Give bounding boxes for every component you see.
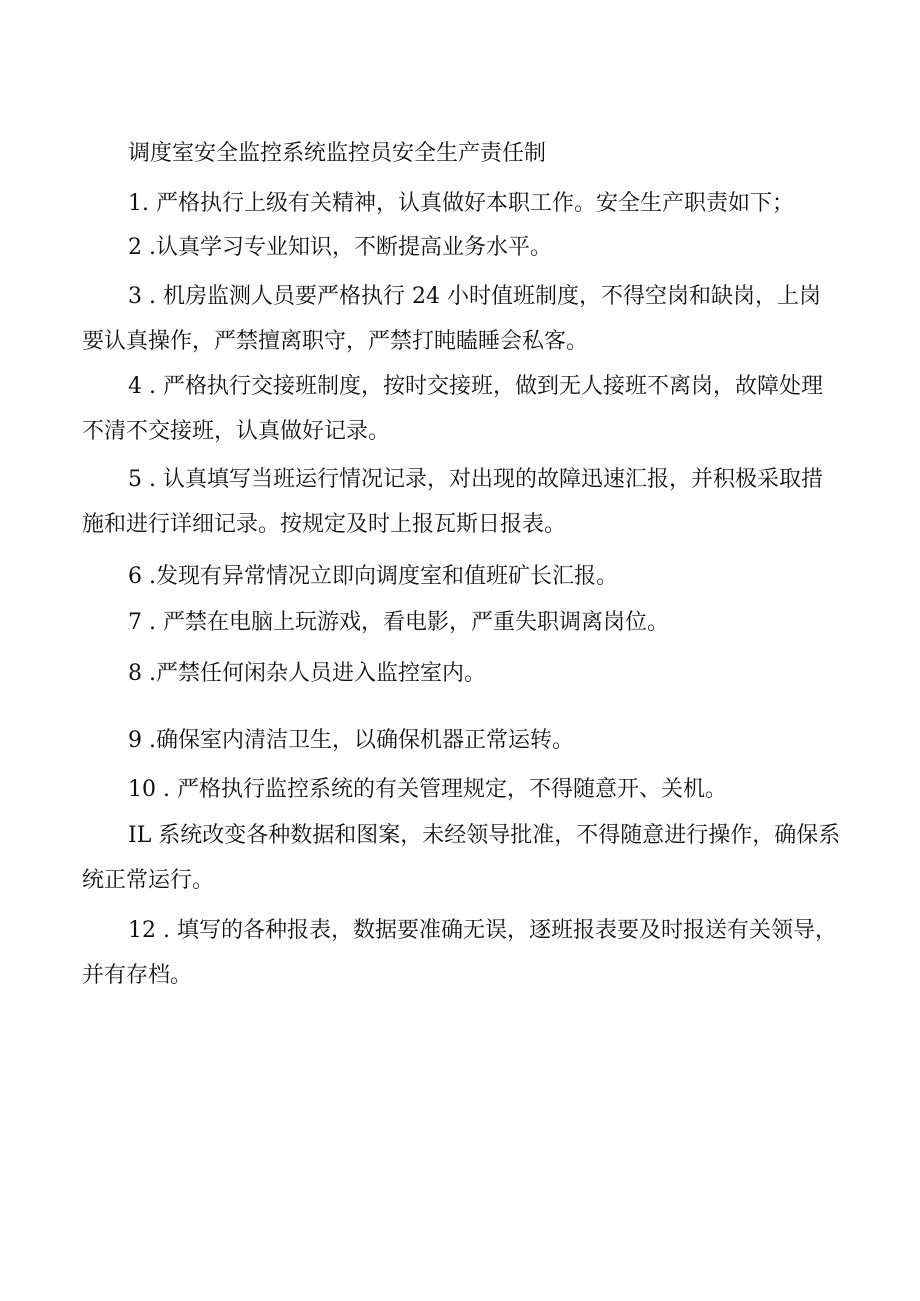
document-title: 调度室安全监控系统监控员安全生产责任制 [128,141,547,166]
clause-8 [82,651,842,696]
clause-12-text: 12 . 填写的各种报表，数据要准确无误，逐班报表要及时报送有关领导，并有存档。 [82,918,837,988]
clause-1-text: 1. 严格执行上级有关精神，认真做好本职工作。安全生产职责如下； [128,191,794,216]
clause-10 [82,767,842,812]
clause-12 [82,908,842,998]
clause-3-text: 3 . 机房监测人员要严格执行 24 小时值班制度，不得空岗和缺岗，上岗要认真操作，严禁擅离职守，严禁打盹瞌睡会私客。 [82,284,821,354]
clause-9-text: 9 .确保室内清洁卫生，以确保机器正常运转。 [128,728,574,753]
clause-6-text: 6 .发现有异常情况立即向调度室和值班矿长汇报。 [128,564,618,589]
clause-10-text: 10 . 严格执行监控系统的有关管理规定，不得随意开、关机。 [128,777,727,802]
clause-2 [82,225,842,270]
clause-9 [82,718,842,763]
clause-11 [82,813,842,903]
clause-11-text: IL 系统改变各种数据和图案，未经领导批准，不得随意进行操作，确保系统正常运行。 [82,823,841,893]
clause-7-text: 7 . 严禁在电脑上玩游戏，看电影，严重失职调离岗位。 [128,610,669,635]
clause-1 [82,181,842,226]
clause-4 [82,364,842,454]
clause-8-text: 8 .严禁任何闲杂人员进入监控室内。 [128,661,486,686]
clause-3 [82,274,842,364]
clause-5-text: 5 . 认真填写当班运行情况记录，对出现的故障迅速汇报，并积极采取措施和进行详细记录。按规定及时上报瓦斯日报表。 [82,467,823,537]
clause-4-text: 4 . 严格执行交接班制度，按时交接班，做到无人接班不离岗，故障处理不清不交接班，认真做好记录。 [82,374,823,444]
clause-2-text: 2 .认真学习专业知识，不断提高业务水平。 [128,235,552,260]
clause-5 [82,457,842,547]
clause-7 [82,600,842,645]
clause-6 [82,554,842,599]
